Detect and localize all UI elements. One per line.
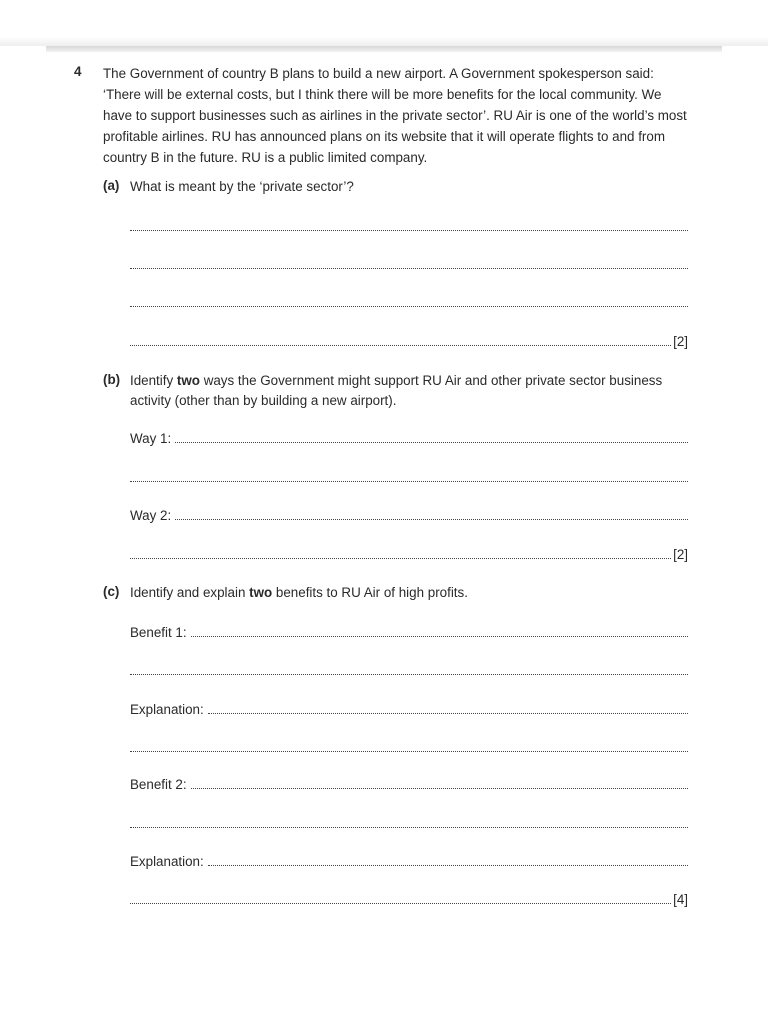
intro-line: have to support businesses such as airlines in the private sector’. RU Air is one of the world’s most (103, 108, 687, 123)
part-c-text-bold: two (249, 585, 273, 600)
part-b-way-1-line[interactable] (130, 430, 688, 446)
part-b-answer-line-final[interactable] (130, 546, 688, 562)
part-b-answer-line[interactable] (130, 469, 688, 485)
part-a-answer-line-3[interactable] (130, 294, 688, 310)
question-intro (103, 63, 688, 168)
way-2-label: Way 2: (130, 508, 172, 523)
part-a-question-text: What is meant by the ‘private sector’? (130, 179, 354, 194)
intro-line: The Government of country B plans to build a new airport. A Government spokesperson said: (103, 66, 654, 81)
part-c-benefit-2-line[interactable] (130, 776, 688, 792)
part-c-answer-line-2[interactable] (130, 739, 688, 755)
part-a-question (130, 177, 690, 197)
intro-line: country B in the future. RU is a public limited company. (103, 150, 428, 165)
part-c-benefit-1-line[interactable] (130, 624, 688, 640)
benefit-1-label: Benefit 1: (130, 625, 187, 640)
part-a-answer-line-4[interactable] (130, 333, 688, 349)
benefit-2-label: Benefit 2: (130, 777, 187, 792)
part-c-answer-line-3[interactable] (130, 815, 688, 831)
part-c-explanation-1-line[interactable] (130, 701, 688, 717)
part-c-label: (c) (103, 584, 120, 599)
part-b-label: (b) (103, 372, 121, 387)
part-b-text-pre: Identify (130, 373, 177, 388)
part-a-answer-line-2[interactable] (130, 256, 688, 272)
part-c-answer-line-1[interactable] (130, 662, 688, 678)
explanation-2-label: Explanation: (130, 854, 204, 869)
part-b-text-bold: two (176, 373, 200, 388)
part-b-question-line-1 (130, 371, 690, 391)
intro-line: profitable airlines. RU has announced plans on its website that it will operate flights to and from (103, 129, 665, 144)
part-b-question (130, 371, 690, 411)
part-c-explanation-2-line[interactable] (130, 853, 688, 869)
part-a-answer-line-1[interactable] (130, 218, 688, 234)
part-c-marks: [4] (673, 892, 688, 907)
part-b-marks: [2] (673, 547, 688, 562)
part-b-text-post: ways the Government might support RU Air and other private sector business (199, 373, 663, 388)
page-top-shadow (0, 0, 768, 46)
way-1-label: Way 1: (130, 431, 172, 446)
part-b-question-line-2: activity (other than by building a new airport). (130, 393, 397, 408)
part-c-text-pre: Identify and explain (130, 585, 250, 600)
intro-line: ‘There will be external costs, but I think there will be more benefits for the local community. We (103, 87, 662, 102)
part-a-label: (a) (103, 178, 120, 193)
question-number: 4 (74, 64, 82, 79)
part-a-marks: [2] (673, 334, 688, 349)
page-top-divider (46, 46, 722, 52)
part-c-question-line (130, 583, 690, 603)
part-c-question (130, 583, 690, 603)
explanation-1-label: Explanation: (130, 702, 204, 717)
part-c-answer-line-final[interactable] (130, 891, 688, 907)
part-c-text-post: benefits to RU Air of high profits. (272, 585, 468, 600)
part-b-way-2-line[interactable] (130, 507, 688, 523)
